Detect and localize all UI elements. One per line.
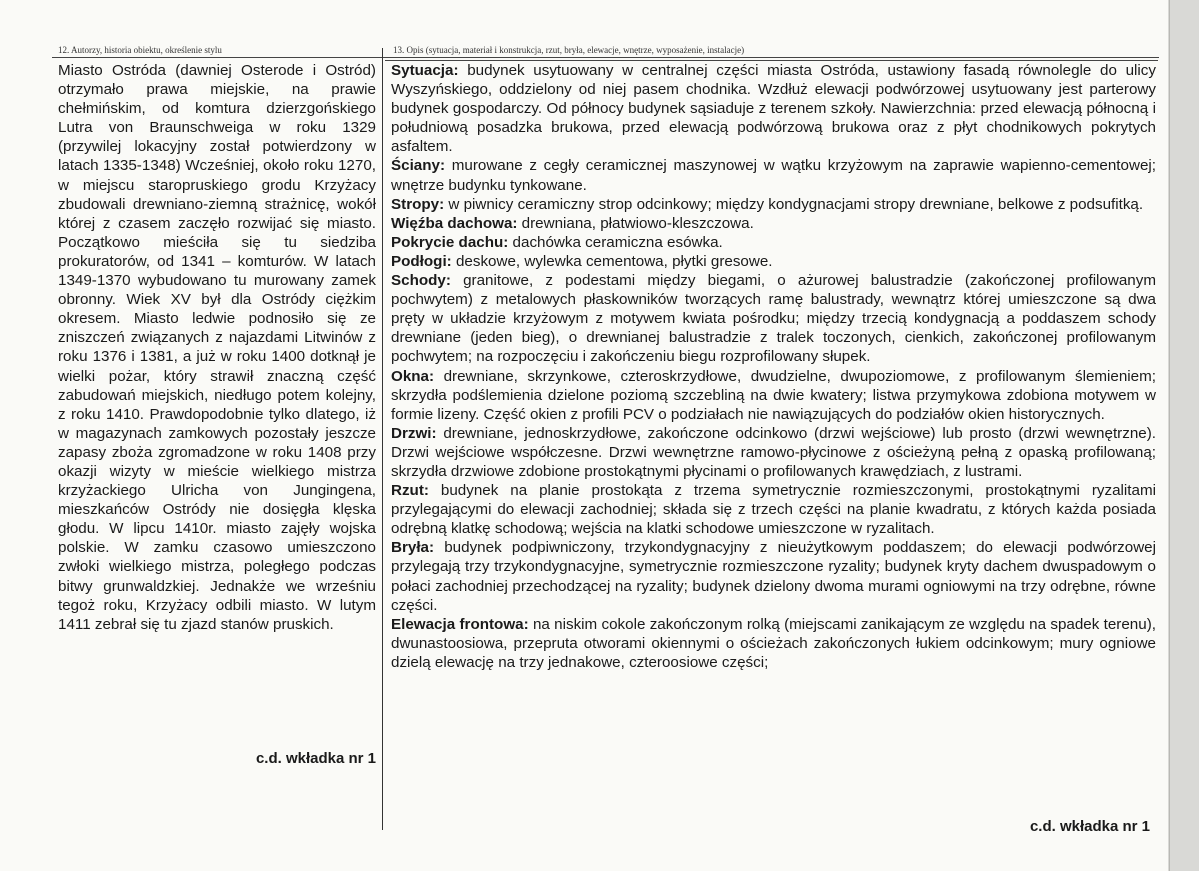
history-section-header: 12. Autorzy, historia obiektu, określenie stylu — [58, 45, 222, 55]
description-section-walls — [391, 156, 1156, 194]
page-edge-line — [1169, 0, 1170, 871]
description-section-header: 13. Opis (sytuacja, materiał i konstrukcja, rzut, bryła, elewacje, wnętrze, wyposażenie, instalacje) — [393, 45, 745, 55]
section-text: deskowe, wylewka cementowa, płytki gresowe. — [451, 252, 773, 270]
history-continuation: c.d. wkładka nr 1 — [255, 750, 376, 767]
section-text: w piwnicy ceramiczny strop odcinkowy; między kondygnacjami stropy drewniane, belkowe z podsufitką. — [444, 195, 1144, 213]
section-text: budynek na planie prostokąta z trzema symetrycznie rozmieszczonymi, prostokątnymi ryzalitami przylegającymi do elewacji zachodniej; składa się z trzech części na planie kwadratu, z których każda posiada odrębną klatkę schodową; wejścia na klatki schodowe umieszczone w ryzalitach. — [391, 482, 1156, 538]
description-section-floors — [391, 252, 1156, 271]
description-column — [391, 61, 1156, 672]
description-section-ceilings — [391, 195, 1156, 214]
section-label: Ściany: — [391, 157, 446, 175]
header-rule — [52, 57, 1159, 58]
section-label: Okna: — [391, 367, 435, 385]
section-label: Schody: — [391, 272, 451, 290]
description-section-roof-truss — [391, 214, 1156, 233]
section-text: budynek podpiwniczony, trzykondygnacyjny z nieużytkowym poddaszem; do elewacji podwórzowej przylegają trzy trzykondygnacyjne, symetrycznie rozmieszczone ryzality; budynek kryty dachem dwuspadowym o połaci zachodniej przechodzącej na ryzality; budynek dzielony dwoma murami ogniowymi na trzy odrębne, równe części. — [391, 539, 1156, 614]
section-text: budynek usytuowany w centralnej części miasta Ostróda, ustawiony fasadą równolegle do ulicy Wyszyńskiego, oddzielony od niej pasem chodnika. Wzdłuż elewacji podwórzowej usytuowany jest parterowy budynek gospodarczy. Od północy budynek sąsiaduje z terenem szkoły. Nawierzchnia: przed elewacją północną i południową posadzka brukowa, przed elewacją podwórzową brukowa oraz z płyt chodnikowych pokrytych asfaltem. — [391, 62, 1156, 156]
section-text: drewniane, skrzynkowe, czteroskrzydłowe, dwudzielne, dwupoziomowe, z profilowanym ślemieniem; skrzydła podślemienia dzielone poziomą szczebliną na dwie kwatery; listwa przymykowa zdobiona motywem w formie lizeny. Część okien z profili PCV o podziałach nie nawiązujących do podziałów okien historycznych. — [391, 367, 1156, 423]
description-section-plan — [391, 481, 1156, 538]
description-continuation: c.d. wkładka nr 1 — [1029, 818, 1150, 835]
section-text: granitowe, z podestami między biegami, o ażurowej balustradzie (zakończonej profilowanym pochwytem) z metalowych płaskowników tworzących ramę balustrady, wewnątrz której umieszczone są dwa pręty w układzie krzyżowym z motywem kwiata pośrodku; między trzecią kondygnacją a poddaszem schody drewniane (jeden bieg), o drewnianej balustradzie z tralek toczonych, cienkich, zakończonej profilowanym pochwytem; na rozpoczęciu i zakończeniu biegu rozprofilowany słupek. — [391, 272, 1156, 366]
section-label: Podłogi: — [391, 252, 452, 270]
section-text: dachówka ceramiczna esówka. — [508, 233, 723, 251]
section-text: drewniana, płatwiowo-kleszczowa. — [517, 214, 754, 232]
history-text: Miasto Ostróda (dawniej Osterode i Ostród) otrzymało prawa miejskie, na prawie chełmińskim, od komtura dzierzgońskiego Lutra von Braunschweiga w roku 1329 (przywilej lokacyjny został potwierdzony w latach 1335-1348) Wcześniej, około roku 1270, w miejscu staropruskiego grodu Krzyżacy zbudowali drewniano-ziemną strażnicę, wokół której z czasem zaczęło rozwijać się miasto. Początkowo mieściła się tu siedziba prokuratorów, od 1341 – komturów. W latach 1349-1370 wybudowano tu murowany zamek obronny. Wiek XV był dla Ostródy ciężkim okresem. Miasto ledwie podnosiło się ze zniszczeń związanych z najazdami Litwinów z roku 1376 i 1381, a już w roku 1400 dotknął je wielki pożar, który strawił znaczną część zabudowań miejskich, niedługo potem kolejny, z roku 1410. Prawdopodobnie tylko dlatego, iż w magazynach zamkowych pozostały jeszcze zapasy zboża zgromadzone w roku 1408 przy okazji wizyty w mieście wielkiego mistrza krzyżackiego Ulricha von Jungingena, mieszkańców Ostródy nie dosięgła klęska głodu. W lipcu 1410r. miasto zajęły wojska polskie. W zamku czasowo umieszczono zwłoki wielkiego mistrza, poległego podczas bitwy grunwaldzkiej. Jednakże we wrześniu tegoż roku, Krzyżacy odbili miasto. W lutym 1411 zebrał się tu zjazd stanów pruskich. — [58, 62, 376, 633]
section-label: Sytuacja: — [391, 62, 459, 79]
description-section-windows — [391, 367, 1156, 424]
description-section-stairs — [391, 271, 1156, 366]
section-text: murowane z cegły ceramicznej maszynowej w wątku krzyżowym na zaprawie wapienno-cementowej; wnętrze budynku tynkowane. — [391, 157, 1156, 194]
description-section-roofing — [391, 233, 1156, 252]
page-edge — [1168, 0, 1199, 871]
column-divider — [382, 48, 383, 830]
section-label: Drzwi: — [391, 424, 437, 442]
section-label: Bryła: — [391, 539, 435, 557]
description-section-doors — [391, 424, 1156, 481]
section-label: Pokrycie dachu: — [391, 233, 509, 251]
description-section-mass — [391, 538, 1156, 614]
section-label: Rzut: — [391, 482, 429, 500]
section-label: Stropy: — [391, 195, 445, 213]
section-label: Elewacja frontowa: — [391, 615, 529, 633]
section-text: na niskim cokole zakończonym rolką (miejscami zanikającym ze względu na spadek terenu), dwunastoosiowa, przepruta otworami okiennymi o ościeżach zakończonych łukiem odcinkowym; mury ogniowe dzielą elewację na trzy jednakowe, czteroosiowe części; — [391, 615, 1156, 671]
description-section-front-elevation — [391, 615, 1156, 672]
section-text: drewniane, jednoskrzydłowe, zakończone odcinkowo (drzwi wejściowe) lub prosto (drzwi wewnętrzne). Drzwi wejściowe współczesne. Drzwi wewnętrzne ramowo-płycinowe z ościeżyną pełną z opaską profilowaną; skrzydła drzwiowe zdobione prostokątnymi płycinami o profilowanych krawędziach, z lustrami. — [391, 424, 1156, 480]
description-section-situation — [391, 61, 1156, 156]
section-label: Więźba dachowa: — [391, 214, 518, 232]
history-column — [58, 61, 376, 634]
